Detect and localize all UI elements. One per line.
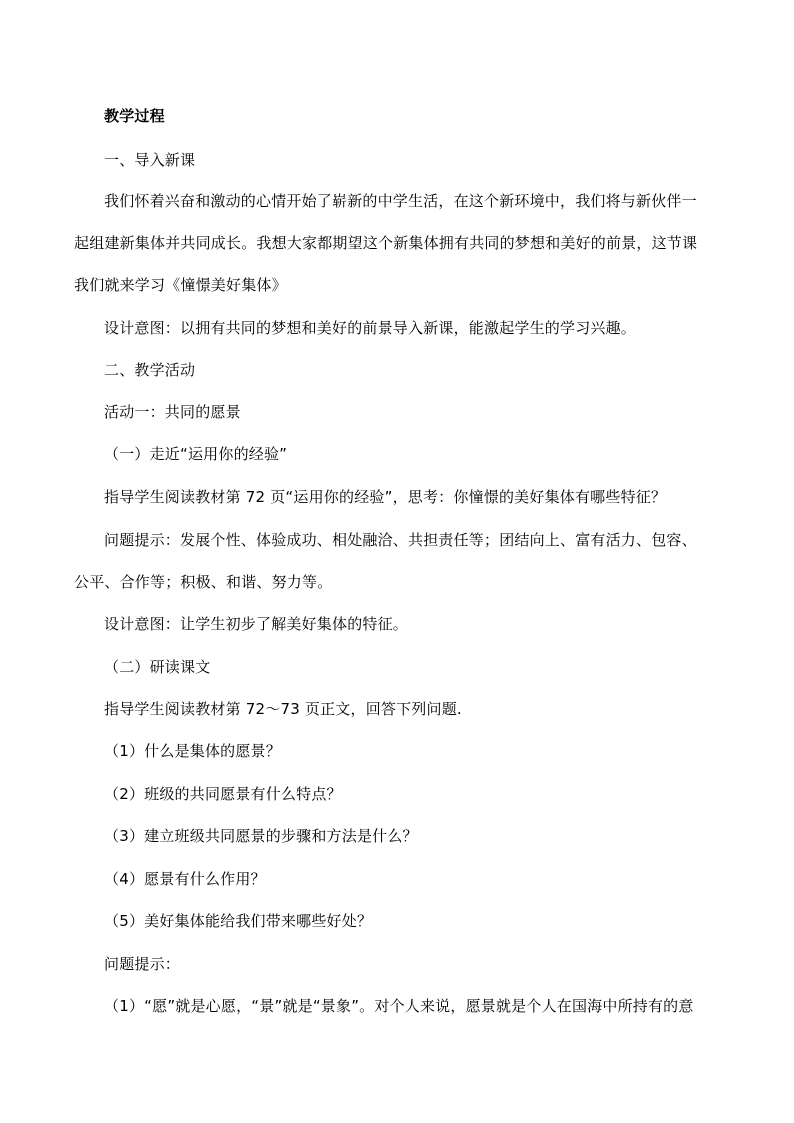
section-title-intro: 一、导入新课 (104, 151, 196, 169)
hint-1-line-1: 问题提示：发展个性、体验成功、相处融洽、共担责任等；团结向上、富有活力、包容、 (104, 531, 697, 549)
activity-1-title: 活动一：共同的愿景 (104, 403, 241, 421)
intro-paragraph-line-3: 我们就来学习《憧憬美好集体》 (74, 276, 287, 294)
guide-1: 指导学生阅读教材第 72 页“运用你的经验”，思考：你憧憬的美好集体有哪些特征？ (104, 488, 667, 506)
subsection-2-title: （二）研读课文 (104, 658, 211, 676)
intro-paragraph-line-2: 起组建新集体并共同成长。我想大家都期望这个新集体拥有共同的梦想和美好的前景，这节课 (74, 234, 698, 252)
question-1: （1）什么是集体的愿景？ (104, 742, 281, 760)
subsection-1-title: （一）走近“运用你的经验” (104, 445, 288, 463)
hint-2-title: 问题提示： (104, 955, 181, 973)
design-intent-2: 设计意图：让学生初步了解美好集体的特征。 (104, 615, 409, 633)
answer-1-line-1: （1）“愿”就是心愿，“景”就是“景象”。对个人来说，愿景就是个人在国海中所持有的意 (104, 997, 694, 1015)
heading: 教学过程 (104, 107, 165, 125)
question-5: （5）美好集体能给我们带来哪些好处？ (104, 912, 373, 930)
section-title-activities: 二、教学活动 (104, 361, 196, 379)
question-4: （4）愿景有什么作用？ (104, 870, 266, 888)
question-2: （2）班级的共同愿景有什么特点？ (104, 785, 342, 803)
question-3: （3）建立班级共同愿景的步骤和方法是什么？ (104, 827, 418, 845)
hint-1-line-2: 公平、合作等；积极、和谐、努力等。 (74, 573, 333, 591)
intro-paragraph-line-1: 我们怀着兴奋和激动的心情开始了崭新的中学生活，在这个新环境中，我们将与新伙伴一 (104, 192, 697, 210)
guide-2: 指导学生阅读教材第 72～73 页正文，回答下列问题. (104, 700, 462, 718)
design-intent-1: 设计意图：以拥有共同的梦想和美好的前景导入新课，能激起学生的学习兴趣。 (104, 319, 637, 337)
